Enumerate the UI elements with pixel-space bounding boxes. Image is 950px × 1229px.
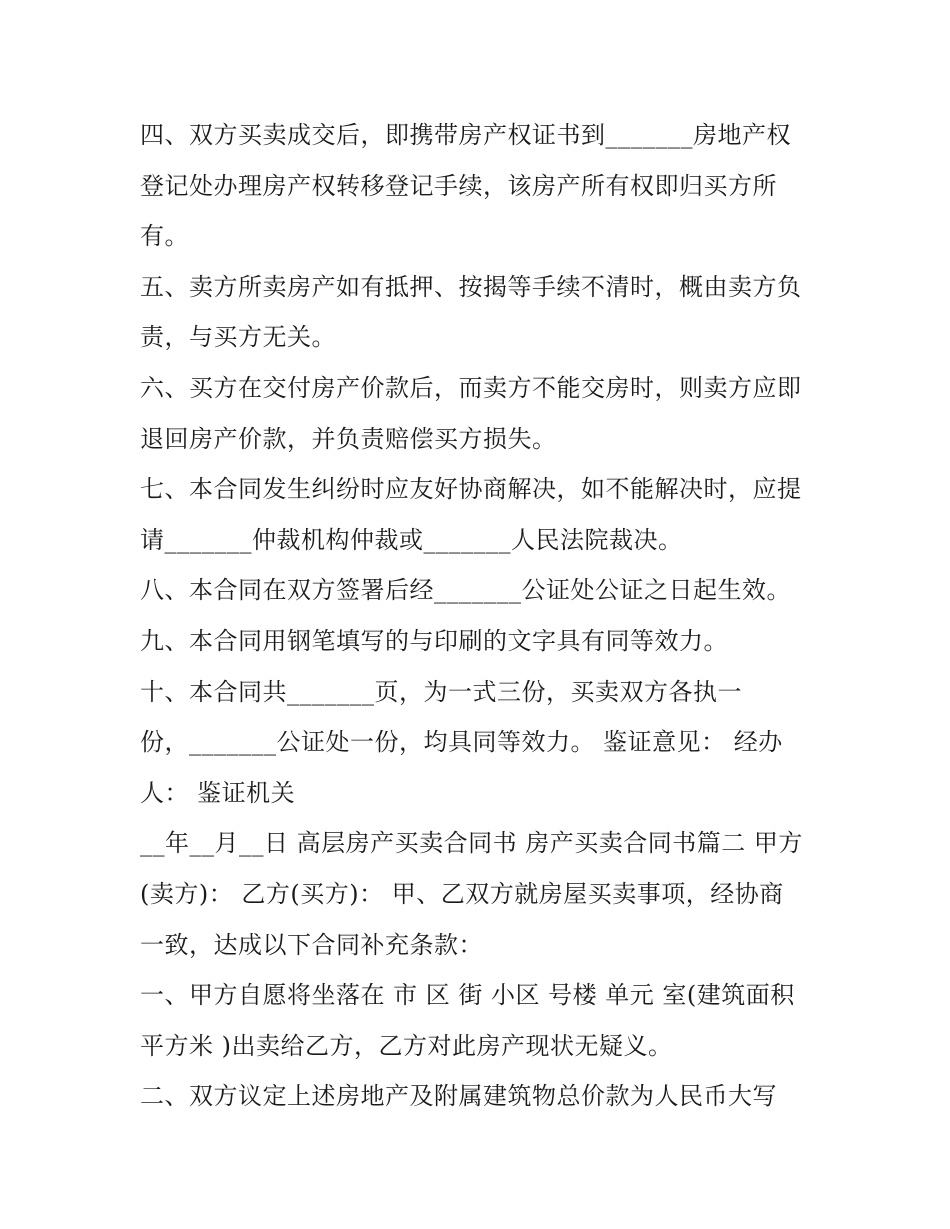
text-line: 二、双方议定上述房地产及附属建筑物总价款为人民币大写	[140, 1082, 777, 1111]
text-line: 登记处办理房产权转移登记手续，该房产所有权即归买方所	[140, 171, 777, 200]
text-line: 九、本合同用钢笔填写的与印刷的文字具有同等效力。	[140, 626, 728, 655]
text-line: 五、卖方所卖房产如有抵押、按揭等手续不清时，概由卖方负	[140, 272, 802, 301]
text-line: __年__月__日 高层房产买卖合同书 房产买卖合同书篇二 甲方	[140, 829, 803, 858]
text-line: 十、本合同共_______页，为一式三份，买卖双方各执一	[140, 677, 742, 706]
text-line: 一、甲方自愿将坐落在 市 区 街 小区 号楼 单元 室(建筑面积	[140, 981, 795, 1010]
text-line: 四、双方买卖成交后，即携带房产权证书到_______房地产权	[140, 121, 791, 149]
contract-text	[140, 110, 820, 1122]
text-line: 平方米 )出卖给乙方，乙方对此房产现状无疑义。	[140, 1031, 673, 1060]
text-line: 责，与买方无关。	[140, 323, 336, 352]
text-line: 一致，达成以下合同补充条款：	[140, 930, 483, 959]
text-line: 八、本合同在双方签署后经_______公证处公证之日起生效。	[140, 576, 791, 605]
text-line: 人： 鉴证机关	[140, 778, 296, 807]
text-line: 六、买方在交付房产价款后，而卖方不能交房时，则卖方应即	[140, 373, 802, 402]
text-line: 份，_______公证处一份，均具同等效力。 鉴证意见： 经办	[140, 728, 783, 757]
text-line: 有。	[140, 222, 189, 251]
text-line: 请_______仲裁机构仲裁或_______人民法院裁决。	[140, 525, 683, 554]
text-line: (卖方)： 乙方(买方)： 甲、乙双方就房屋买卖事项，经协商	[140, 879, 784, 908]
text-line: 退回房产价款，并负责赔偿买方损失。	[140, 424, 557, 453]
text-line: 七、本合同发生纠纷时应友好协商解决，如不能解决时，应提	[140, 475, 802, 504]
